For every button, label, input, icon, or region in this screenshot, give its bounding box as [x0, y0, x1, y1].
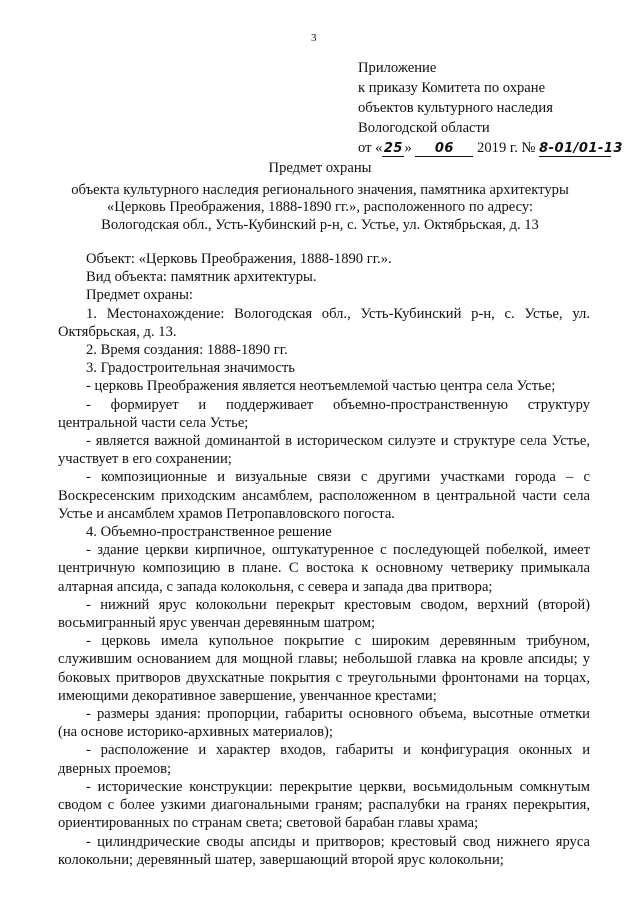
appendix-line-2: к приказу Комитета по охране: [358, 80, 546, 96]
paragraph: - композиционные и визуальные связи с другими участками города – с Воскресенским приходским ансамблем, расположенном в центральной части села Устье и ансамблем храмов Петропавловского погоста.: [58, 469, 590, 522]
paragraph: 3. Градостроительная значимость: [86, 360, 295, 377]
paragraph: - расположение и характер входов, габариты и конфигурация оконных и дверных проемов;: [58, 742, 590, 777]
paragraph: 2. Время создания: 1888-1890 гг.: [86, 342, 288, 359]
paragraph: - церковь имела купольное покрытие с широким деревянным трибуном, служившим основанием для мощной главы; небольшой главка на кровле апсиды; у боковых притворов двухскатные покрытия с треугольными фронтонами на торцах, имеющими декоративное завершение, увенчанное крестами;: [58, 633, 590, 704]
document-body: [58, 250, 590, 869]
paragraph: 4. Объемно-пространственное решение: [86, 524, 332, 541]
appendix-line-4: Вологодской области: [358, 120, 490, 136]
date-prefix: от «: [358, 140, 383, 156]
document-subtitle-1: объекта культурного наследия регионального значения, памятника архитектуры: [71, 181, 569, 198]
paragraph: - является важной доминантой в историческом силуэте и структуре села Устье, участвует в его сохранении;: [58, 433, 590, 468]
document-title: Предмет охраны: [268, 160, 372, 176]
appendix-line-1: Приложение: [358, 60, 437, 76]
paragraph: - цилиндрические своды апсиды и притворов; крестовый свод нижнего яруса колокольни; деревянный шатер, завершающий второй ярус колокольни;: [58, 833, 590, 868]
paragraph: - исторические конструкции: перекрытие церкви, восьмидольным сомкнутым сводом с более узкими диагональными граням; распалубки на гранях перекрытия, ориентированных по странам света; световой барабан главы храма;: [58, 778, 590, 832]
appendix-header: [358, 58, 623, 158]
document-subtitle-3: Вологодская обл., Усть-Кубинский р-н, с. Устье, ул. Октябрьская, д. 13: [101, 216, 539, 233]
order-number: 8-01/01-13: [539, 141, 623, 156]
date-mid: »: [404, 140, 412, 156]
document-title-block: [40, 160, 600, 234]
paragraph: - размеры здания: пропорции, габариты основного объема, высотные отметки (на основе историко-архивных материалов);: [58, 706, 590, 741]
paragraph: Объект: «Церковь Преображения, 1888-1890 гг.».: [86, 251, 392, 267]
date-year: 2019 г. №: [477, 140, 536, 156]
appendix-line-3: объектов культурного наследия: [358, 100, 553, 116]
paragraph: Предмет охраны:: [86, 287, 193, 304]
paragraph: - формирует и поддерживает объемно-пространственную структуру центральной части села Устье;: [58, 396, 590, 431]
document-subtitle-2: «Церковь Преображения, 1888-1890 гг.», расположенного по адресу:: [106, 199, 534, 215]
paragraph: - здание церкви кирпичное, оштукатуренное с последующей побелкой, имеет центричную композицию в плане. С востока к основному четверику примыкала алтарная апсида, с запада колокольня, с севера и запада два притвора;: [58, 542, 590, 595]
paragraph: - церковь Преображения является неотъемлемой частью центра села Устье;: [86, 378, 556, 395]
date-month: 06: [415, 142, 473, 157]
date-day: 25: [383, 141, 403, 156]
paragraph: Вид объекта: памятник архитектуры.: [86, 269, 317, 286]
page-number: 3: [311, 32, 317, 44]
appendix-date-line: [358, 138, 623, 158]
paragraph: 1. Местонахождение: Вологодская обл., Усть-Кубинский р-н, с. Устье, ул. Октябрьская, д. 13.: [58, 305, 590, 340]
paragraph: - нижний ярус колокольни перекрыт крестовым сводом, верхний (второй) восьмигранный ярус увенчан деревянным шатром;: [58, 596, 590, 632]
